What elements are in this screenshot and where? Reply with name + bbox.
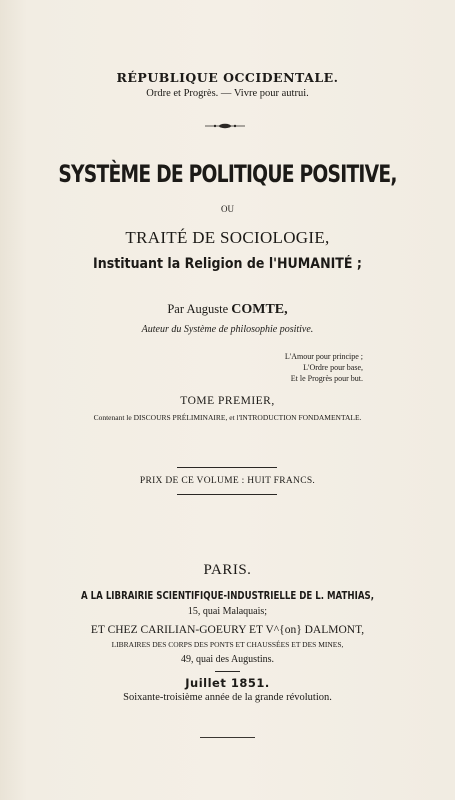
price-rule-bottom: [177, 494, 277, 495]
ornament-divider: [205, 123, 245, 129]
republic-heading: RÉPUBLIQUE OCCIDENTALE.: [116, 70, 339, 85]
imprint-city: PARIS.: [203, 562, 252, 578]
title-conjunction: OU: [221, 204, 234, 214]
motto: Ordre et Progrès. — Vivre pour autrui.: [146, 88, 309, 99]
epigraph-line: L'Amour pour principe ;: [284, 352, 363, 361]
subtitle-traite: TRAITÉ DE SOCIOLOGIE,: [125, 228, 330, 247]
author-credential: Auteur du Système de philosophie positive.: [141, 324, 314, 335]
imprint-address-2: 49, quai des Augustins.: [180, 654, 275, 665]
book-title: SYSTÈME DE POLITIQUE POSITIVE,: [58, 160, 397, 188]
imprint-librairie: A LA LIBRAIRIE SCIENTIFIQUE-INDUSTRIELLE DE L. MATHIAS,: [81, 590, 374, 602]
imprint-address-1: 15, quai Malaquais;: [187, 606, 268, 617]
author-par: Par Auguste: [167, 302, 229, 316]
revolution-year-note: Soixante-troisième année de la grande révolution.: [123, 692, 332, 703]
author-line: [0, 302, 455, 318]
epigraph-line: L'Ordre pour base,: [303, 363, 363, 372]
epigraph-line: Et le Progrès pour but.: [290, 374, 363, 383]
volume-contents: Contenant le DISCOURS PRÉLIMINAIRE, et l'INTRODUCTION FONDAMENTALE.: [93, 413, 362, 422]
price-line: PRIX DE CE VOLUME : HUIT FRANCS.: [139, 476, 316, 486]
imprint-date: Juillet 1851.: [185, 676, 270, 690]
subtitle-instituant: Instituant la Religion de l'HUMANITÉ ;: [93, 256, 362, 272]
price-rule-top: [177, 467, 277, 468]
volume-label: TOME PREMIER,: [180, 395, 275, 407]
author-name: COMTE,: [231, 302, 288, 317]
footer-rule: [200, 737, 255, 738]
imprint-chez: ET CHEZ CARILIAN-GOEURY ET V^{on} DALMONT,: [90, 624, 365, 636]
imprint-libraires: LIBRAIRES DES CORPS DES PONTS ET CHAUSSÉES ET DES MINES,: [111, 640, 344, 649]
date-rule: [215, 671, 240, 672]
